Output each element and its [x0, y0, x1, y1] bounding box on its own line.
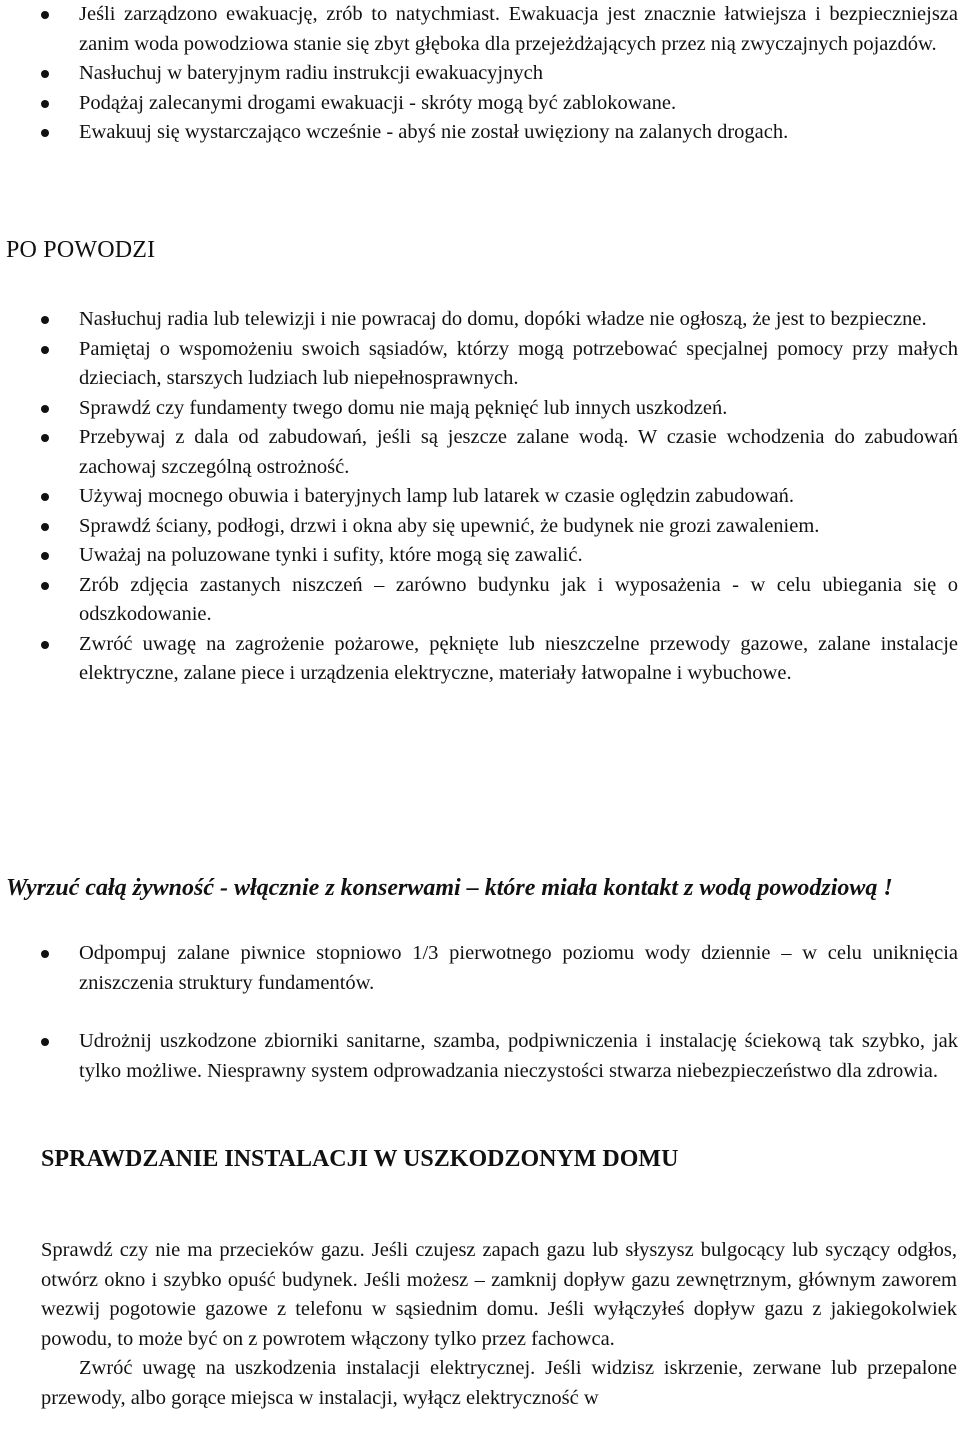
list-item: Nasłuchuj w bateryjnym radiu instrukcji ewakuacyjnych	[0, 59, 958, 89]
list-item: Odpompuj zalane piwnice stopniowo 1/3 pierwotnego poziomu wody dziennie – w celu uniknięcia zniszczenia struktury fundamentów.	[0, 939, 958, 998]
list-item: Udrożnij uszkodzone zbiorniki sanitarne, szamba, podpiwniczenia i instalację ściekową tak szybko, jak tylko możliwe. Niesprawny system odprowadzania nieczystości stwarza niebezpieczeństwo dla zdrowia.	[0, 1027, 958, 1086]
list-item: Zwróć uwagę na zagrożenie pożarowe, pęknięte lub nieszczelne przewody gazowe, zalane instalacje elektryczne, zalane piece i urządzenia elektryczne, materiały łatwopalne i wybuchowe.	[0, 630, 958, 689]
list-item: Pamiętaj o wspomożeniu swoich sąsiadów, którzy mogą potrzebować specjalnej pomocy przy małych dzieciach, starszych ludziach lub niepełnosprawnych.	[0, 335, 958, 394]
pumping-list	[0, 939, 958, 998]
sanitation-list	[0, 1027, 958, 1086]
list-item: Przebywaj z dala od zabudowań, jeśli są jeszcze zalane wodą. W czasie wchodzenia do zabudowań zachowaj szczególną ostrożność.	[0, 423, 958, 482]
list-item: Ewakuuj się wystarczająco wcześnie - abyś nie został uwięziony na zalanych drogach.	[0, 118, 958, 148]
list-item: Uważaj na poluzowane tynki i sufity, które mogą się zawalić.	[0, 541, 958, 571]
list-item: Jeśli zarządzono ewakuację, zrób to natychmiast. Ewakuacja jest znacznie łatwiejsza i bezpieczniejsza zanim woda powodziowa stanie się zbyt głęboka dla przejeżdżających przez nią zwyczajnych pojazdów.	[0, 0, 958, 59]
list-item: Zrób zdjęcia zastanych niszczeń – zarówno budynku jak i wyposażenia - w celu ubiegania się o odszkodowanie.	[0, 571, 958, 630]
after-flood-list	[0, 305, 958, 689]
list-item: Sprawdź czy fundamenty twego domu nie mają pęknięć lub innych uszkodzeń.	[0, 394, 958, 424]
installations-body	[41, 1236, 957, 1413]
list-item: Podążaj zalecanymi drogami ewakuacji - skróty mogą być zablokowane.	[0, 89, 958, 119]
section-heading-installations: SPRAWDZANIE INSTALACJI W USZKODZONYM DOMU	[41, 1146, 679, 1172]
list-item: Używaj mocnego obuwia i bateryjnych lamp lub latarek w czasie oględzin zabudowań.	[0, 482, 958, 512]
paragraph-electric: Zwróć uwagę na uszkodzenia instalacji elektrycznej. Jeśli widzisz iskrzenie, zerwane lub przepalone przewody, albo gorące miejsca w instalacji, wyłącz elektryczność w	[41, 1357, 957, 1409]
list-item: Nasłuchuj radia lub telewizji i nie powracaj do domu, dopóki władze nie ogłoszą, że jest to bezpieczne.	[0, 305, 958, 335]
section-heading-after-flood: PO POWODZI	[6, 237, 156, 263]
paragraph-gas: Sprawdź czy nie ma przecieków gazu. Jeśli czujesz zapach gazu lub słyszysz bulgocący lub syczący odgłos, otwórz okno i szybko opuść budynek. Jeśli możesz – zamknij dopływ gazu zewnętrznym, głównym zaworem wezwij pogotowie gazowe z telefonu w sąsiednim domu. Jeśli wyłączyłeś dopływ gazu z jakiegokolwiek powodu, to może być on z powrotem włączony tylko przez fachowca.	[41, 1239, 957, 1350]
list-item: Sprawdź ściany, podłogi, drzwi i okna aby się upewnić, że budynek nie grozi zawaleniem.	[0, 512, 958, 542]
evacuation-list	[0, 0, 958, 148]
food-warning-heading: Wyrzuć całą żywność - włącznie z konserwami – które miała kontakt z wodą powodziową !	[6, 875, 893, 901]
